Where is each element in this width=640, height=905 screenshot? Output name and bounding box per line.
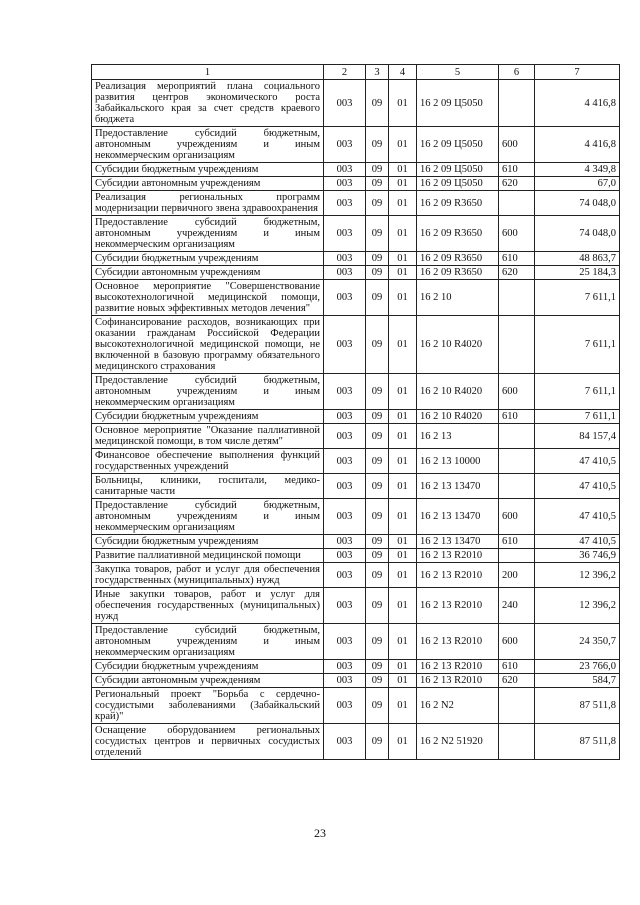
row-name-cell: Субсидии автономным учреждениям [92, 266, 324, 280]
row-name-cell: Предоставление субсидий бюджетным, автономным учреждениям и иным некоммерческим организациям [92, 374, 324, 410]
grbs-cell: 003 [324, 449, 366, 474]
grbs-cell: 003 [324, 280, 366, 316]
grbs-cell: 003 [324, 316, 366, 374]
row-name-cell: Субсидии бюджетным учреждениям [92, 660, 324, 674]
subsection-cell: 01 [389, 688, 417, 724]
grbs-cell: 003 [324, 660, 366, 674]
section-cell: 09 [366, 449, 389, 474]
target-article-cell: 16 2 09 R3650 [417, 266, 499, 280]
subsection-cell: 01 [389, 499, 417, 535]
section-cell: 09 [366, 410, 389, 424]
amount-cell: 23 766,0 [535, 660, 620, 674]
grbs-cell: 003 [324, 80, 366, 127]
grbs-cell: 003 [324, 724, 366, 760]
grbs-cell: 003 [324, 624, 366, 660]
row-name-cell: Субсидии бюджетным учреждениям [92, 252, 324, 266]
amount-cell: 48 863,7 [535, 252, 620, 266]
subsection-cell: 01 [389, 424, 417, 449]
table-row [92, 535, 620, 549]
grbs-cell: 003 [324, 474, 366, 499]
row-name-cell: Субсидии автономным учреждениям [92, 674, 324, 688]
expense-type-cell [499, 191, 535, 216]
table-row [92, 80, 620, 127]
col-header-6: 6 [499, 65, 535, 80]
target-article-cell: 16 2 09 R3650 [417, 191, 499, 216]
expense-type-cell [499, 449, 535, 474]
table-body [92, 65, 620, 760]
subsection-cell: 01 [389, 549, 417, 563]
col-header-1: 1 [92, 65, 324, 80]
section-cell: 09 [366, 127, 389, 163]
target-article-cell: 16 2 13 13470 [417, 499, 499, 535]
table-row [92, 177, 620, 191]
section-cell: 09 [366, 280, 389, 316]
section-cell: 09 [366, 588, 389, 624]
grbs-cell: 003 [324, 127, 366, 163]
section-cell: 09 [366, 177, 389, 191]
table-row [92, 410, 620, 424]
grbs-cell: 003 [324, 674, 366, 688]
table-row [92, 127, 620, 163]
expense-type-cell [499, 549, 535, 563]
grbs-cell: 003 [324, 163, 366, 177]
table-row [92, 374, 620, 410]
subsection-cell: 01 [389, 177, 417, 191]
section-cell: 09 [366, 549, 389, 563]
amount-cell: 47 410,5 [535, 474, 620, 499]
expense-type-cell: 620 [499, 266, 535, 280]
target-article-cell: 16 2 13 13470 [417, 535, 499, 549]
table-row [92, 449, 620, 474]
subsection-cell: 01 [389, 80, 417, 127]
amount-cell: 47 410,5 [535, 499, 620, 535]
subsection-cell: 01 [389, 216, 417, 252]
amount-cell: 12 396,2 [535, 588, 620, 624]
subsection-cell: 01 [389, 674, 417, 688]
subsection-cell: 01 [389, 374, 417, 410]
expense-type-cell: 600 [499, 127, 535, 163]
target-article-cell: 16 2 N2 [417, 688, 499, 724]
subsection-cell: 01 [389, 474, 417, 499]
target-article-cell: 16 2 09 Ц5050 [417, 177, 499, 191]
table-row [92, 499, 620, 535]
section-cell: 09 [366, 688, 389, 724]
target-article-cell: 16 2 09 Ц5050 [417, 163, 499, 177]
grbs-cell: 003 [324, 499, 366, 535]
section-cell: 09 [366, 191, 389, 216]
target-article-cell: 16 2 13 R2010 [417, 624, 499, 660]
row-name-cell: Основное мероприятие "Совершенствование высокотехнологичной медицинской помощи, развитие новых эффективных методов лечения" [92, 280, 324, 316]
section-cell: 09 [366, 535, 389, 549]
amount-cell: 25 184,3 [535, 266, 620, 280]
grbs-cell: 003 [324, 266, 366, 280]
expense-type-cell [499, 80, 535, 127]
table-row [92, 563, 620, 588]
amount-cell: 36 746,9 [535, 549, 620, 563]
expense-type-cell: 610 [499, 252, 535, 266]
grbs-cell: 003 [324, 410, 366, 424]
expense-type-cell: 600 [499, 624, 535, 660]
table-row [92, 688, 620, 724]
target-article-cell: 16 2 10 R4020 [417, 316, 499, 374]
expense-type-cell: 240 [499, 588, 535, 624]
target-article-cell: 16 2 13 R2010 [417, 563, 499, 588]
grbs-cell: 003 [324, 216, 366, 252]
table-row [92, 216, 620, 252]
section-cell: 09 [366, 674, 389, 688]
row-name-cell: Закупка товаров, работ и услуг для обеспечения государственных (муниципальных) нужд [92, 563, 324, 588]
amount-cell: 7 611,1 [535, 316, 620, 374]
amount-cell: 84 157,4 [535, 424, 620, 449]
section-cell: 09 [366, 424, 389, 449]
section-cell: 09 [366, 374, 389, 410]
table-row [92, 660, 620, 674]
target-article-cell: 16 2 09 R3650 [417, 216, 499, 252]
row-name-cell: Предоставление субсидий бюджетным, автономным учреждениям и иным некоммерческим организациям [92, 127, 324, 163]
section-cell: 09 [366, 499, 389, 535]
expense-type-cell [499, 724, 535, 760]
expense-type-cell [499, 688, 535, 724]
grbs-cell: 003 [324, 549, 366, 563]
table-row [92, 724, 620, 760]
table-row [92, 474, 620, 499]
target-article-cell: 16 2 13 10000 [417, 449, 499, 474]
section-cell: 09 [366, 80, 389, 127]
target-article-cell: 16 2 13 R2010 [417, 674, 499, 688]
section-cell: 09 [366, 660, 389, 674]
section-cell: 09 [366, 216, 389, 252]
target-article-cell: 16 2 13 R2010 [417, 588, 499, 624]
subsection-cell: 01 [389, 724, 417, 760]
target-article-cell: 16 2 09 R3650 [417, 252, 499, 266]
table-row [92, 280, 620, 316]
expense-type-cell: 610 [499, 163, 535, 177]
grbs-cell: 003 [324, 177, 366, 191]
expense-type-cell: 200 [499, 563, 535, 588]
amount-cell: 584,7 [535, 674, 620, 688]
expense-type-cell [499, 424, 535, 449]
target-article-cell: 16 2 10 R4020 [417, 374, 499, 410]
row-name-cell: Оснащение оборудованием региональных сосудистых центров и первичных сосудистых отделений [92, 724, 324, 760]
table-row [92, 163, 620, 177]
expense-type-cell: 600 [499, 216, 535, 252]
target-article-cell: 16 2 10 R4020 [417, 410, 499, 424]
table-row [92, 252, 620, 266]
expense-type-cell [499, 316, 535, 374]
amount-cell: 87 511,8 [535, 724, 620, 760]
row-name-cell: Развитие паллиативной медицинской помощи [92, 549, 324, 563]
row-name-cell: Реализация региональных программ модернизации первичного звена здравоохранения [92, 191, 324, 216]
expense-type-cell: 610 [499, 660, 535, 674]
subsection-cell: 01 [389, 163, 417, 177]
expense-type-cell: 610 [499, 410, 535, 424]
table-row [92, 191, 620, 216]
target-article-cell: 16 2 13 R2010 [417, 660, 499, 674]
section-cell: 09 [366, 316, 389, 374]
budget-table [91, 64, 620, 760]
header-row [92, 65, 620, 80]
subsection-cell: 01 [389, 280, 417, 316]
expense-type-cell: 610 [499, 535, 535, 549]
row-name-cell: Субсидии бюджетным учреждениям [92, 535, 324, 549]
subsection-cell: 01 [389, 410, 417, 424]
section-cell: 09 [366, 266, 389, 280]
grbs-cell: 003 [324, 688, 366, 724]
target-article-cell: 16 2 13 [417, 424, 499, 449]
expense-type-cell: 620 [499, 177, 535, 191]
table-row [92, 266, 620, 280]
target-article-cell: 16 2 10 [417, 280, 499, 316]
subsection-cell: 01 [389, 266, 417, 280]
section-cell: 09 [366, 474, 389, 499]
table-row [92, 424, 620, 449]
expense-type-cell: 600 [499, 499, 535, 535]
target-article-cell: 16 2 09 Ц5050 [417, 127, 499, 163]
amount-cell: 74 048,0 [535, 191, 620, 216]
amount-cell: 7 611,1 [535, 374, 620, 410]
page-number: 23 [314, 826, 326, 840]
amount-cell: 4 416,8 [535, 127, 620, 163]
row-name-cell: Субсидии автономным учреждениям [92, 177, 324, 191]
subsection-cell: 01 [389, 535, 417, 549]
subsection-cell: 01 [389, 191, 417, 216]
row-name-cell: Финансовое обеспечение выполнения функций государственных учреждений [92, 449, 324, 474]
subsection-cell: 01 [389, 624, 417, 660]
amount-cell: 47 410,5 [535, 449, 620, 474]
section-cell: 09 [366, 163, 389, 177]
amount-cell: 7 611,1 [535, 280, 620, 316]
target-article-cell: 16 2 13 13470 [417, 474, 499, 499]
expense-type-cell: 620 [499, 674, 535, 688]
amount-cell: 87 511,8 [535, 688, 620, 724]
row-name-cell: Больницы, клиники, госпитали, медико-санитарные части [92, 474, 324, 499]
row-name-cell: Субсидии бюджетным учреждениям [92, 163, 324, 177]
row-name-cell: Предоставление субсидий бюджетным, автономным учреждениям и иным некоммерческим организациям [92, 216, 324, 252]
amount-cell: 12 396,2 [535, 563, 620, 588]
amount-cell: 74 048,0 [535, 216, 620, 252]
section-cell: 09 [366, 563, 389, 588]
amount-cell: 24 350,7 [535, 624, 620, 660]
section-cell: 09 [366, 252, 389, 266]
grbs-cell: 003 [324, 191, 366, 216]
table-row [92, 624, 620, 660]
col-header-7: 7 [535, 65, 620, 80]
row-name-cell: Реализация мероприятий плана социального развития центров экономического роста Забайкальского края за счет средств краевого бюджета [92, 80, 324, 127]
row-name-cell: Софинансирование расходов, возникающих при оказании гражданам Российской Федерации высокотехнологичной медицинской помощи, не включенной в базовую программу обязательного медицинского страхования [92, 316, 324, 374]
grbs-cell: 003 [324, 424, 366, 449]
row-name-cell: Предоставление субсидий бюджетным, автономным учреждениям и иным некоммерческим организациям [92, 499, 324, 535]
col-header-3: 3 [366, 65, 389, 80]
table-row [92, 588, 620, 624]
row-name-cell: Региональный проект "Борьба с сердечно-сосудистыми заболеваниями (Забайкальский край)" [92, 688, 324, 724]
subsection-cell: 01 [389, 316, 417, 374]
row-name-cell: Иные закупки товаров, работ и услуг для обеспечения государственных (муниципальных) нужд [92, 588, 324, 624]
row-name-cell: Субсидии бюджетным учреждениям [92, 410, 324, 424]
col-header-4: 4 [389, 65, 417, 80]
amount-cell: 4 349,8 [535, 163, 620, 177]
table-row [92, 674, 620, 688]
amount-cell: 47 410,5 [535, 535, 620, 549]
row-name-cell: Предоставление субсидий бюджетным, автономным учреждениям и иным некоммерческим организациям [92, 624, 324, 660]
amount-cell: 4 416,8 [535, 80, 620, 127]
section-cell: 09 [366, 624, 389, 660]
subsection-cell: 01 [389, 563, 417, 588]
table-row [92, 549, 620, 563]
expense-type-cell [499, 280, 535, 316]
table-row [92, 316, 620, 374]
row-name-cell: Основное мероприятие "Оказание паллиативной медицинской помощи, в том числе детям" [92, 424, 324, 449]
subsection-cell: 01 [389, 449, 417, 474]
grbs-cell: 003 [324, 252, 366, 266]
col-header-5: 5 [417, 65, 499, 80]
expense-type-cell: 600 [499, 374, 535, 410]
target-article-cell: 16 2 N2 51920 [417, 724, 499, 760]
subsection-cell: 01 [389, 252, 417, 266]
amount-cell: 67,0 [535, 177, 620, 191]
col-header-2: 2 [324, 65, 366, 80]
amount-cell: 7 611,1 [535, 410, 620, 424]
target-article-cell: 16 2 09 Ц5050 [417, 80, 499, 127]
grbs-cell: 003 [324, 535, 366, 549]
grbs-cell: 003 [324, 374, 366, 410]
grbs-cell: 003 [324, 588, 366, 624]
subsection-cell: 01 [389, 588, 417, 624]
expense-type-cell [499, 474, 535, 499]
subsection-cell: 01 [389, 127, 417, 163]
target-article-cell: 16 2 13 R2010 [417, 549, 499, 563]
subsection-cell: 01 [389, 660, 417, 674]
section-cell: 09 [366, 724, 389, 760]
grbs-cell: 003 [324, 563, 366, 588]
